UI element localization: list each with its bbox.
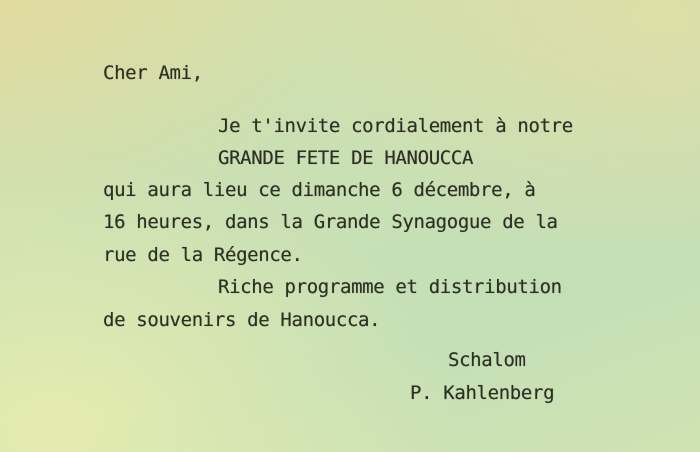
body-line-date: qui aura lieu ce dimanche 6 décembre, à <box>103 179 536 201</box>
closing: Schalom <box>448 349 526 371</box>
signature: P. Kahlenberg <box>410 382 555 404</box>
body-line-invite: Je t'invite cordialement à notre <box>218 115 573 137</box>
body-line-time-place: 16 heures, dans la Grande Synagogue de la <box>103 211 558 233</box>
body-line-programme: Riche programme et distribution <box>218 276 562 298</box>
event-title: GRANDE FETE DE HANOUCCA <box>218 147 474 169</box>
body-line-souvenirs: de souvenirs de Hanoucca. <box>103 309 381 331</box>
body-line-street: rue de la Régence. <box>103 244 303 266</box>
salutation: Cher Ami, <box>103 62 203 84</box>
